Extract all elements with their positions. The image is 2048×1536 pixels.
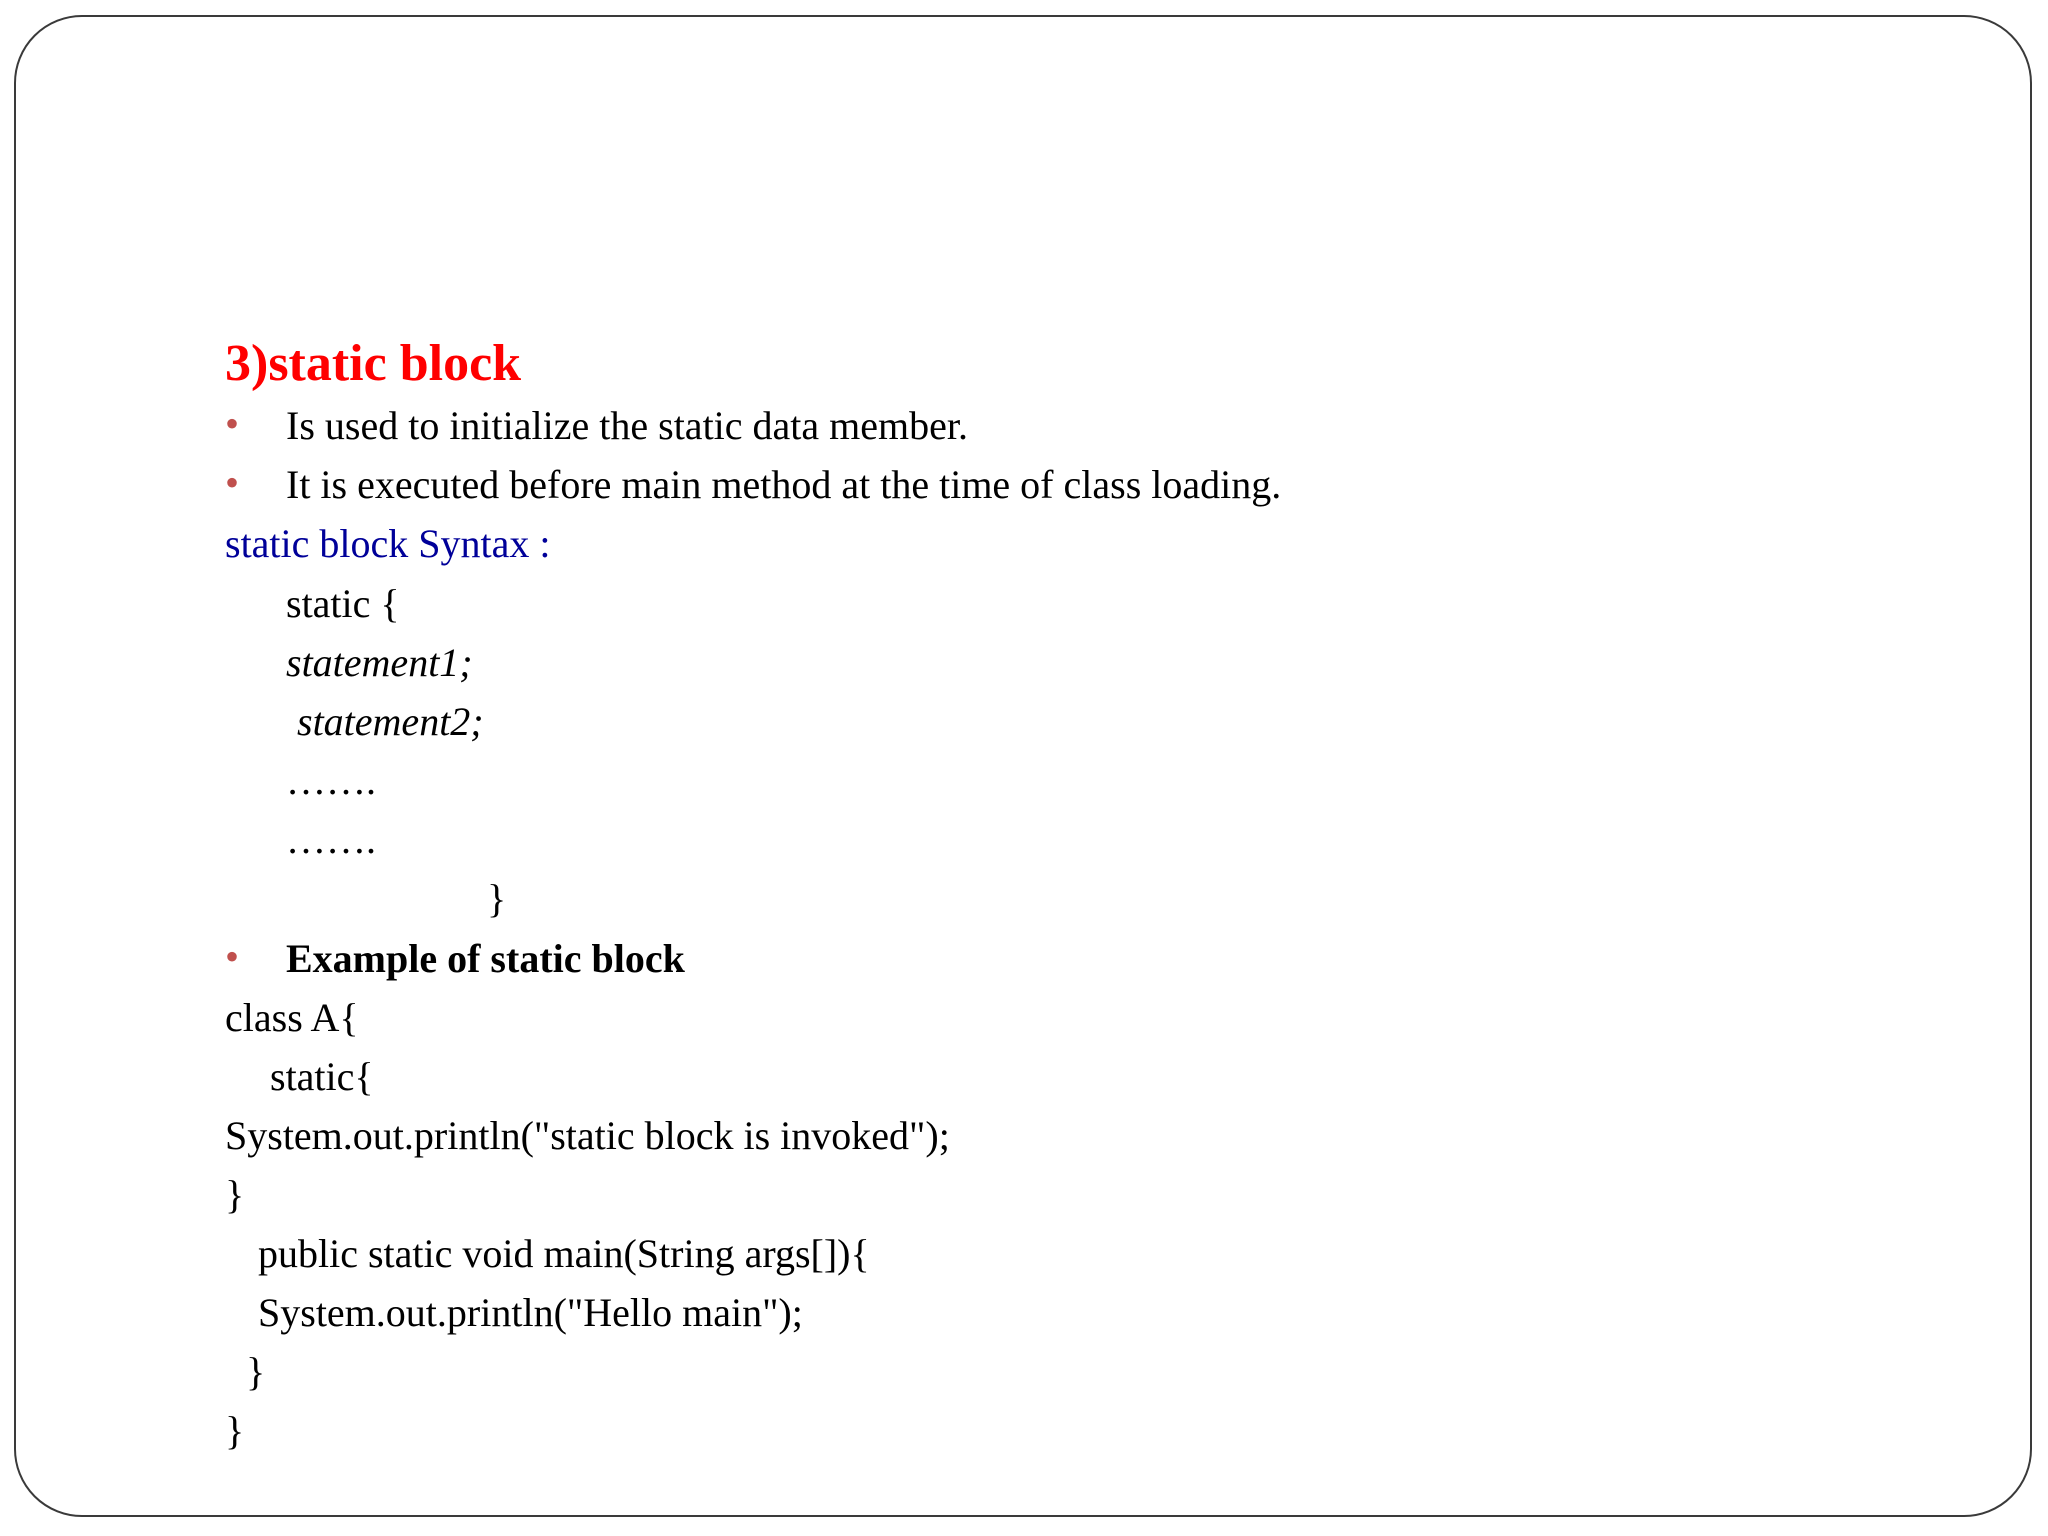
code-line-5: public static void main(String args[]){ — [258, 1231, 870, 1276]
bullet-icon-2: • — [225, 460, 240, 505]
syntax-heading: static block Syntax : — [225, 521, 551, 566]
bullet-icon-3: • — [225, 934, 240, 979]
example-heading: Example of static block — [286, 936, 685, 981]
code-line-4: } — [225, 1172, 245, 1217]
syntax-statement2: statement2; — [297, 699, 484, 744]
syntax-statement1: statement1; — [286, 640, 473, 685]
code-line-3: System.out.println("static block is invoked"); — [225, 1113, 950, 1158]
syntax-open: static { — [286, 581, 400, 626]
bullet-text-1: Is used to initialize the static data member. — [286, 403, 969, 448]
slide-title: 3)static block — [225, 335, 522, 392]
syntax-dots-1: ……. — [286, 758, 376, 803]
code-line-1: class A{ — [225, 995, 359, 1040]
code-line-8: } — [225, 1408, 245, 1453]
bullet-text-2: It is executed before main method at the time of class loading. — [286, 462, 1282, 507]
syntax-close: } — [487, 876, 507, 921]
code-line-6: System.out.println("Hello main"); — [258, 1290, 803, 1335]
code-line-7: } — [246, 1349, 266, 1394]
syntax-dots-2: ……. — [286, 817, 376, 862]
code-line-2: static{ — [270, 1054, 374, 1099]
bullet-icon-1: • — [225, 401, 240, 446]
